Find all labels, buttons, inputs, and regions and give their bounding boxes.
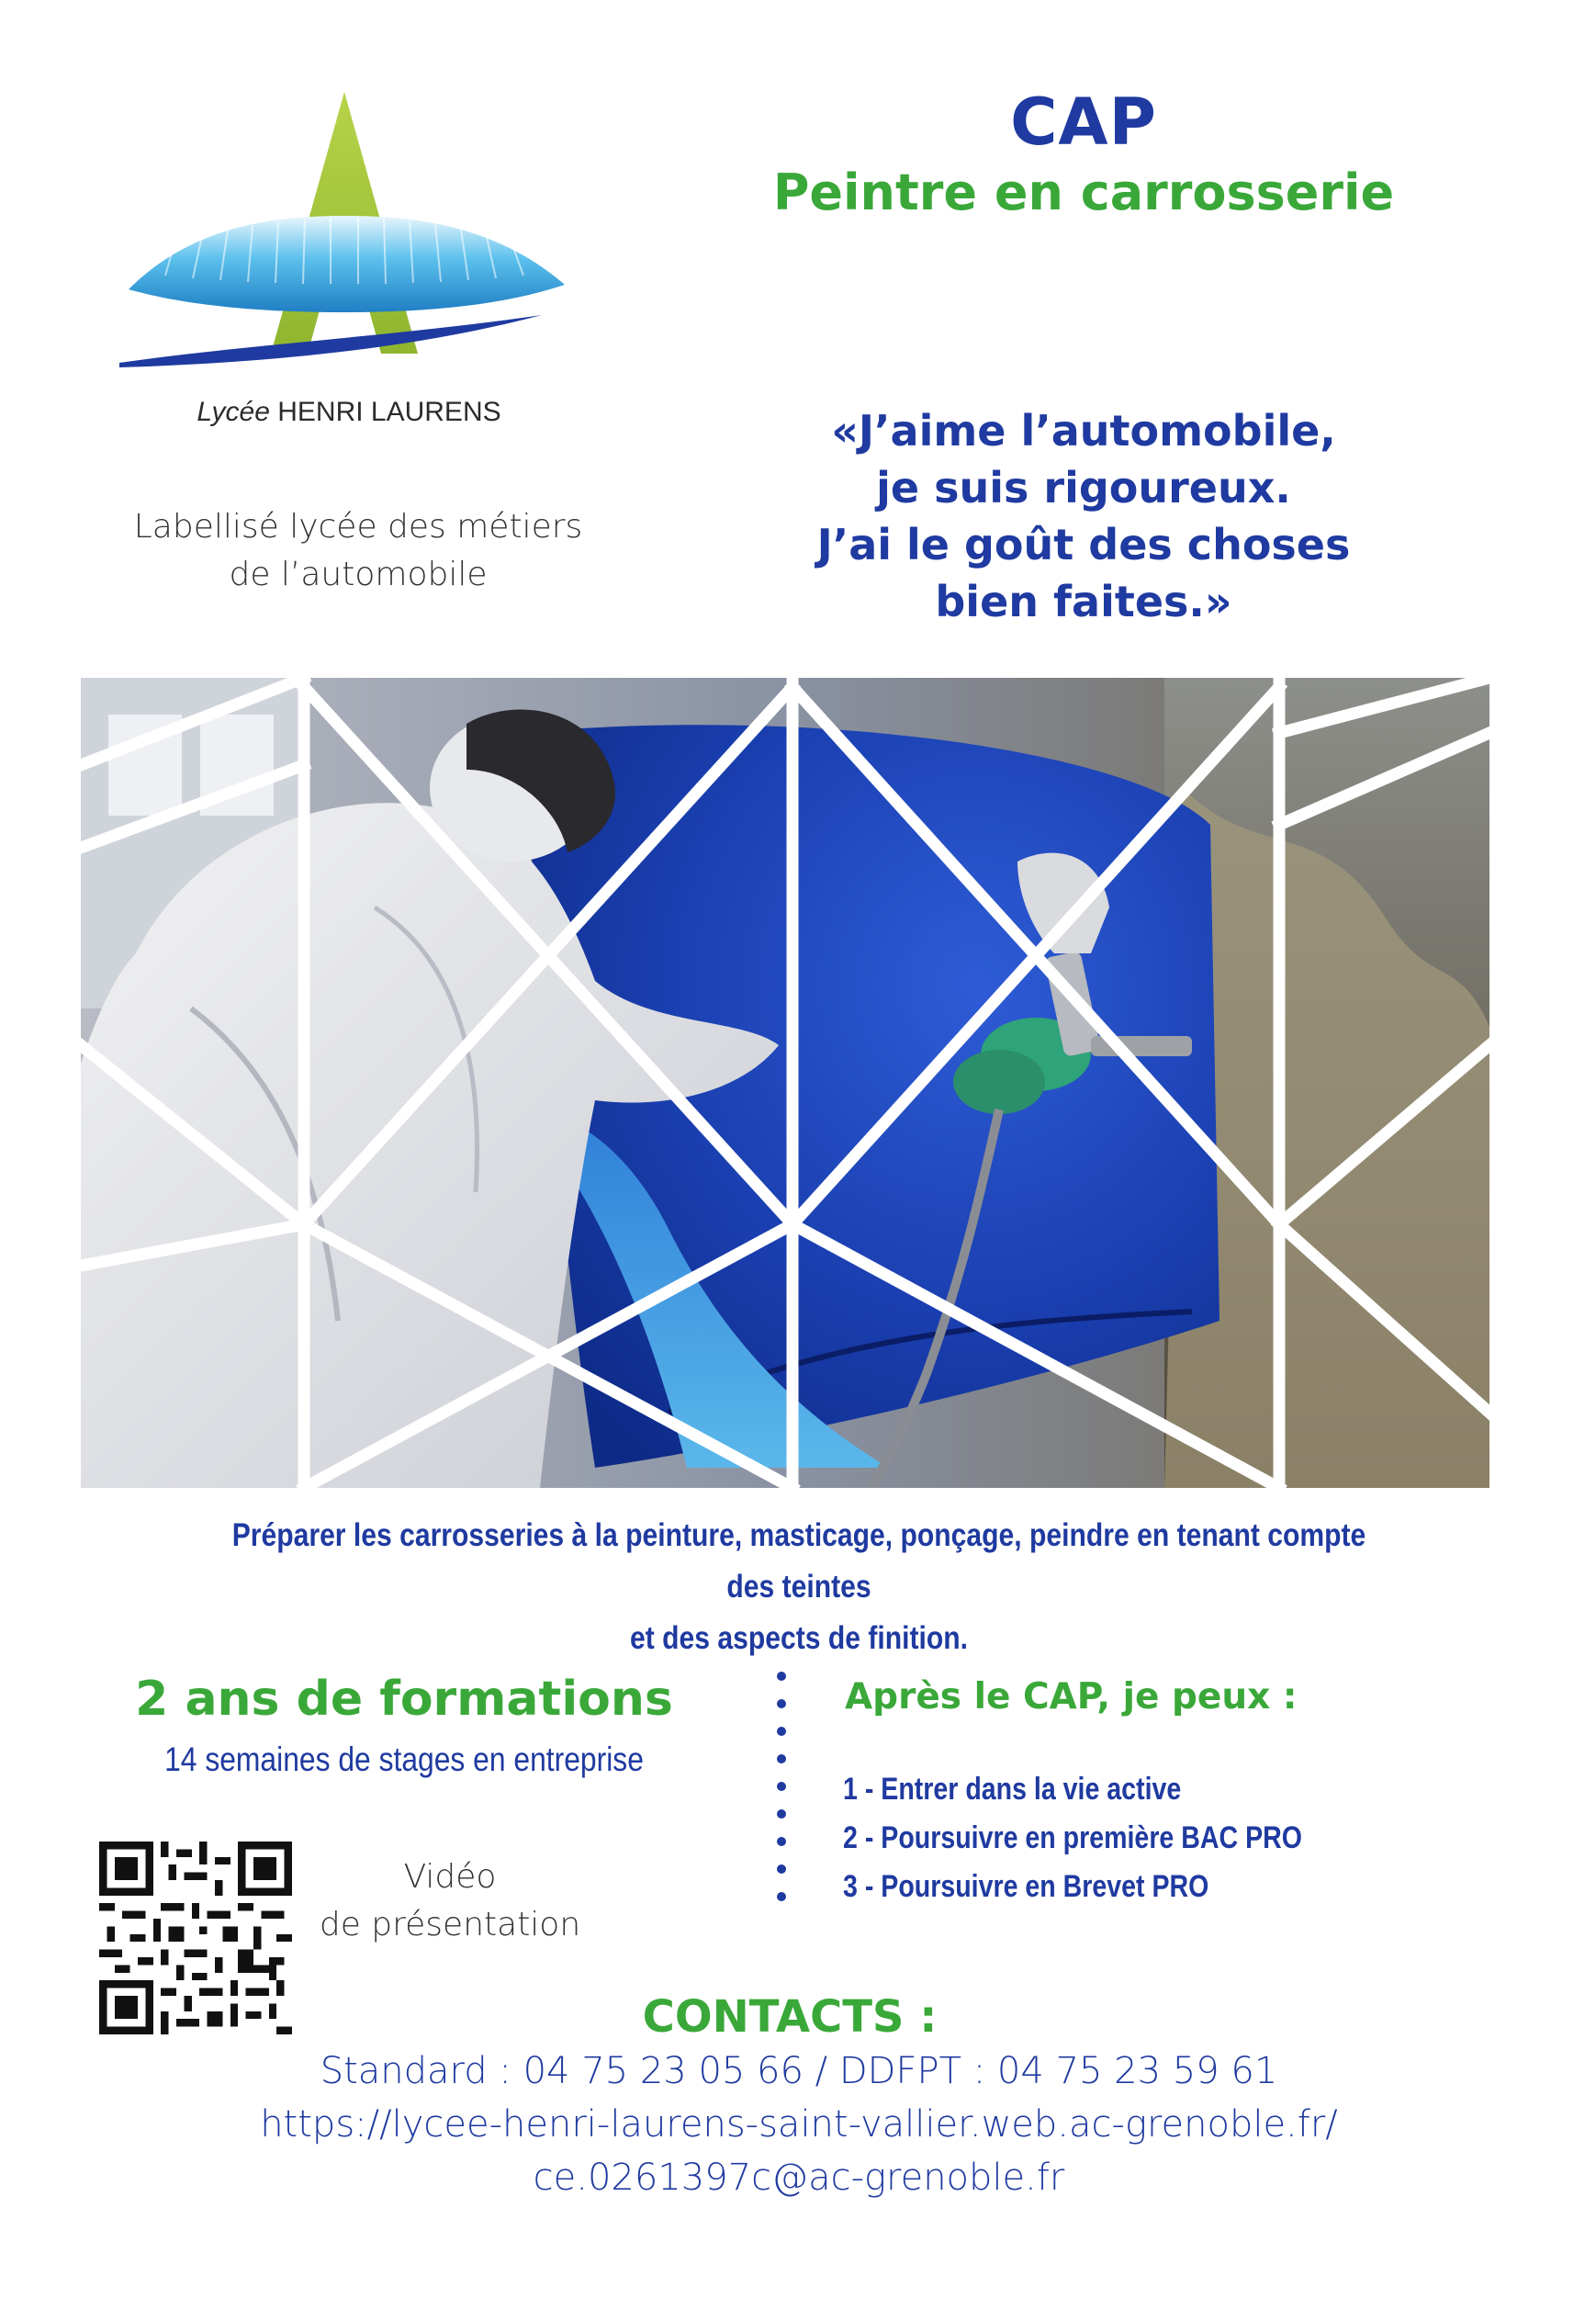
video-label	[303, 1853, 597, 1949]
training-subtitle: 14 semaines de stages en entreprise	[164, 1740, 644, 1778]
description-line1: Préparer les carrosseries à la peinture, masticage, ponçage, peindre en tenant compte des teintes	[231, 1517, 1366, 1605]
list-item: 1 - Entrer dans la vie active	[843, 1772, 1182, 1807]
quote-line3: J’ai le goût des choses	[816, 520, 1351, 569]
training-title: 2 ans de formations	[135, 1672, 673, 1727]
after-cap-list	[843, 1765, 1337, 1911]
page-title: CAP	[1010, 84, 1157, 160]
contacts-title: CONTACTS :	[642, 1991, 938, 2043]
description	[215, 1510, 1384, 1664]
dotted-divider	[777, 1672, 788, 1929]
quote-line1: «J’aime l’automobile,	[831, 406, 1336, 456]
quote-line2: je suis rigoureux.	[876, 463, 1291, 513]
page-subtitle: Peintre en carrosserie	[772, 163, 1395, 221]
qr-code-icon[interactable]	[99, 1842, 292, 2034]
list-item: 3 - Poursuivre en Brevet PRO	[843, 1869, 1209, 1904]
school-name-main: HENRI LAURENS	[277, 397, 501, 427]
school-label	[92, 503, 624, 599]
quote	[753, 402, 1414, 630]
video-label-line1: Vidéo	[403, 1858, 497, 1896]
description-line2: et des aspects de finition.	[630, 1620, 968, 1656]
list-item: 2 - Poursuivre en première BAC PRO	[843, 1820, 1302, 1855]
spray-painting-photo	[81, 678, 1489, 1488]
after-cap-title: Après le CAP, je peux :	[845, 1676, 1298, 1718]
contact-website-link[interactable]: https://lycee-henri-laurens-saint-vallier.web.ac-grenoble.fr/	[260, 2103, 1338, 2146]
school-logo	[110, 87, 588, 390]
school-name	[110, 397, 588, 428]
contact-phone: Standard : 04 75 23 05 66 / DDFPT : 04 75 23 59 61	[320, 2050, 1278, 2092]
quote-line4: bien faites.»	[935, 577, 1232, 626]
video-label-line2: de présentation	[319, 1906, 581, 1943]
school-name-prefix: Lycée	[197, 397, 270, 427]
school-label-line1: Labellisé lycée des métiers	[133, 508, 583, 546]
contact-email-link[interactable]: ce.0261397c@ac-grenoble.fr	[533, 2157, 1065, 2199]
school-label-line2: de l’automobile	[229, 556, 488, 593]
